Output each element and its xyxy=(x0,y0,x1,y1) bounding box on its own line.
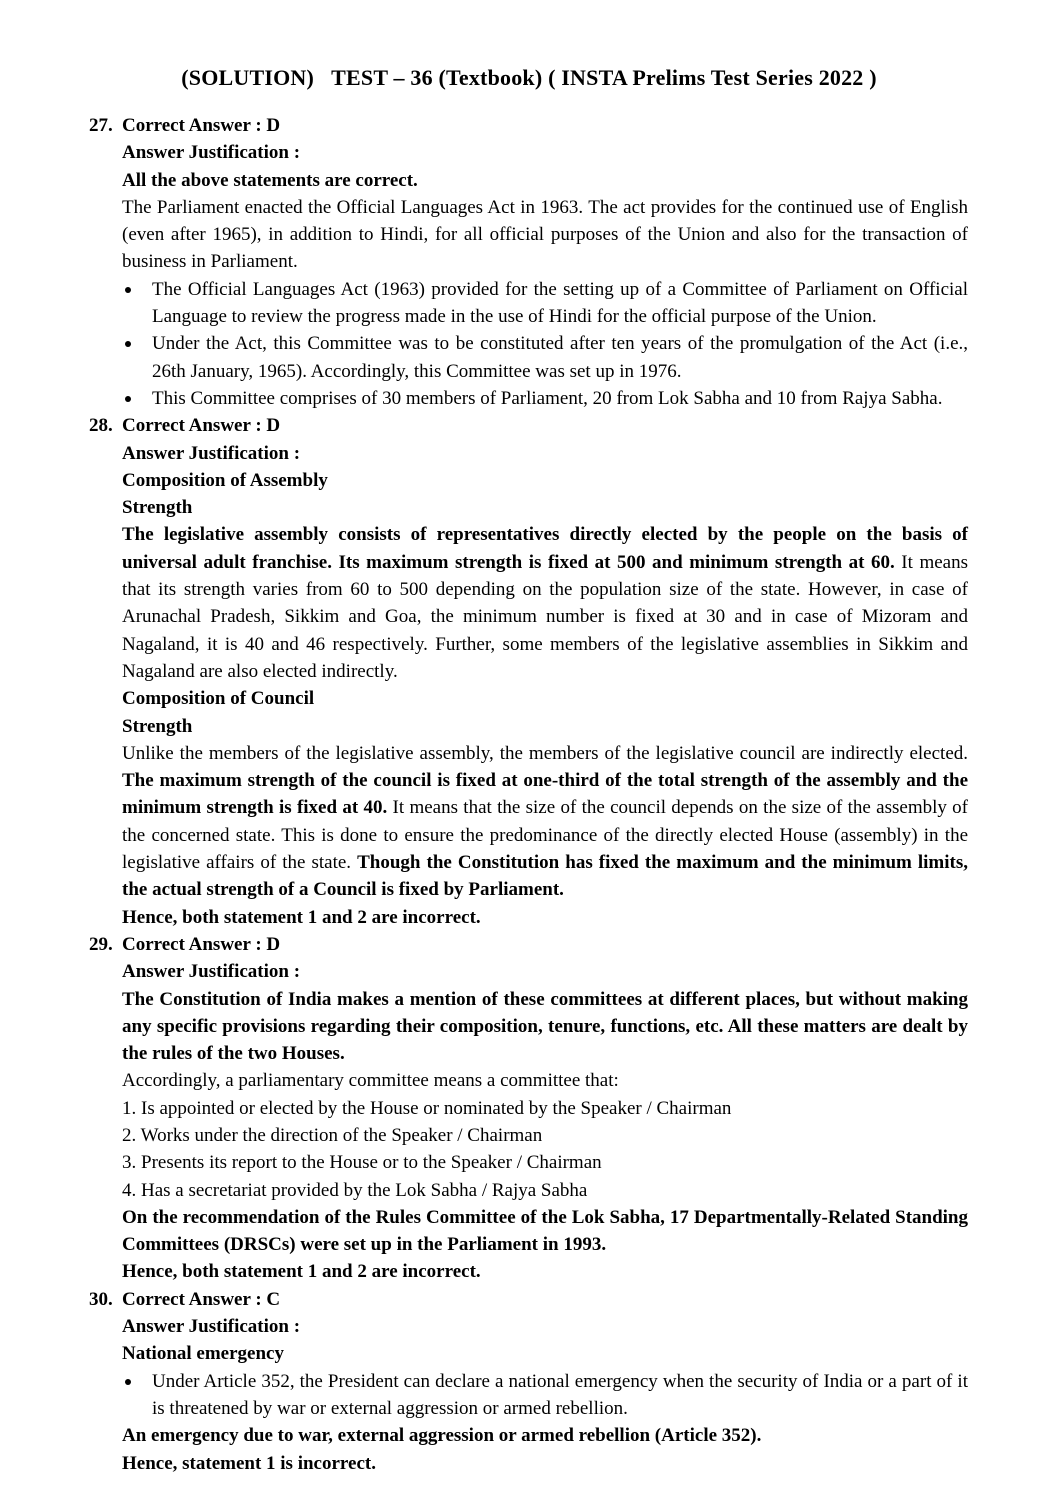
bullet-dot-icon xyxy=(125,1379,131,1385)
text-run: Correct Answer : C xyxy=(122,1288,281,1310)
bullet-item xyxy=(122,385,968,412)
text-run: 2. Works under the direction of the Speaker / Chairman xyxy=(122,1124,543,1146)
text-run: Hence, statement 1 is incorrect. xyxy=(122,1452,376,1474)
page-title: (SOLUTION) TEST – 36 (Textbook) ( INSTA Prelims Test Series 2022 ) xyxy=(181,65,877,90)
bullet-dot-icon xyxy=(125,396,131,402)
questions-list xyxy=(89,112,969,1477)
text-run: Answer Justification : xyxy=(122,1316,301,1338)
text-line xyxy=(122,494,968,521)
question xyxy=(89,412,969,931)
text-line xyxy=(122,904,968,931)
text-line xyxy=(122,1313,968,1340)
text-run: Hence, both statement 1 and 2 are incorrect. xyxy=(122,906,481,928)
text-run: Strength xyxy=(122,715,193,737)
text-line xyxy=(122,412,968,439)
text-line xyxy=(122,1067,968,1094)
text-run: The maximum strength of the council is fixed at one-third of the total strength of the assembly and the minimum strength is fixed at 40. xyxy=(122,770,968,819)
text-run: Unlike the members of the legislative assembly, the members of the legislative council are indirectly elected. xyxy=(122,742,968,764)
text-run: Accordingly, a parliamentary committee means a committee that: xyxy=(122,1070,619,1092)
text-line xyxy=(122,685,968,712)
text-run: The Official Languages Act (1963) provided for the setting up of a Committee of Parliament on Official Language to review the progress made in the use of Hindi for the official purpose of the Union. xyxy=(152,278,968,328)
text-line xyxy=(122,1450,968,1477)
question xyxy=(89,1286,968,1477)
text-run: Answer Justification : xyxy=(122,442,301,464)
text-run: Answer Justification : xyxy=(122,142,301,164)
text-run: The legislative assembly consists of representatives directly elected by the people on the basis of universal adult franchise. Its maximum strength is fixed at 500 and minimum strength at 60. xyxy=(122,524,968,573)
text-line xyxy=(122,958,968,985)
text-run: It means that its strength varies from 60 to 500 depending on the population size of the state. However, in case of Arunachal Pradesh, Sikkim and Goa, the minimum number is fixed at 30 and in case of Mizoram and Nagaland, it is 40 and 46 respectively. Further, some members of the legislative assemblies in Sikkim and Nagaland are also elected indirectly. xyxy=(122,551,968,682)
text-run: Correct Answer : D xyxy=(122,933,281,955)
bullet-item xyxy=(122,1368,968,1423)
text-run: Answer Justification : xyxy=(122,961,301,983)
text-run: On the recommendation of the Rules Committee of the Lok Sabha, 17 Departmentally-Related Standing Committees (DRSCs) were set up in the Parliament in 1993. xyxy=(122,1206,968,1256)
text-run: Though the Constitution has fixed the maximum and the minimum limits, the actual strength of a Council is fixed by Parliament. xyxy=(122,852,969,901)
text-run: Strength xyxy=(122,497,193,519)
paragraph xyxy=(122,1204,968,1259)
question-number: 28. xyxy=(89,415,113,437)
bullet-dot-icon xyxy=(125,287,131,293)
question-number: 27. xyxy=(89,115,113,136)
text-line xyxy=(122,167,968,194)
text-run: Composition of Council xyxy=(122,688,315,710)
paragraph xyxy=(122,986,968,1068)
text-line xyxy=(122,1286,968,1313)
text-line xyxy=(122,1340,968,1367)
text-run: This Committee comprises of 30 members of Parliament, 20 from Lok Sabha and 10 from Rajya Sabha. xyxy=(152,387,943,409)
paragraph xyxy=(122,194,968,276)
text-line xyxy=(122,467,968,494)
question xyxy=(89,112,968,412)
bullet-dot-icon xyxy=(125,341,131,347)
text-run: It means that the size of the council depends on the size of the assembly of the concerned state. This is done to ensure the predominance of the directly elected House (assembly) in the legislative affairs of the state. xyxy=(122,797,968,874)
text-line xyxy=(122,1422,968,1449)
question-number: 29. xyxy=(89,933,113,955)
text-run: Under Article 352, the President can declare a national emergency when the security of India or a part of it is threatened by war or external aggression or armed rebellion. xyxy=(152,1370,968,1419)
text-run: National emergency xyxy=(122,1343,284,1365)
text-line xyxy=(122,139,968,166)
text-run: 1. Is appointed or elected by the House or nominated by the Speaker / Chairman xyxy=(122,1097,732,1119)
text-run: 3. Presents its report to the House or to the Speaker / Chairman xyxy=(122,1152,602,1174)
text-line xyxy=(122,1149,968,1176)
text-line xyxy=(122,1258,968,1285)
text-line xyxy=(122,440,968,467)
text-line xyxy=(122,112,968,139)
question xyxy=(89,931,968,1286)
paragraph xyxy=(122,521,968,685)
text-run: Correct Answer : D xyxy=(122,115,281,136)
question-number: 30. xyxy=(89,1288,113,1310)
text-line xyxy=(122,1177,968,1204)
text-line xyxy=(122,1122,968,1149)
text-run: All the above statements are correct. xyxy=(122,169,418,191)
text-run: 4. Has a secretariat provided by the Lok Sabha / Rajya Sabha xyxy=(122,1179,588,1201)
text-run: Under the Act, this Committee was to be constituted after ten years of the promulgation of the Act (i.e., 26th January, 1965). Accordingly, this Committee was set up in 1976. xyxy=(152,333,968,382)
text-line xyxy=(122,1095,968,1122)
text-line xyxy=(122,713,968,740)
text-run: The Parliament enacted the Official Languages Act in 1963. The act provides for the continued use of English (even after 1965), in addition to Hindi, for all official purposes of the Union and also for the transaction of business in Parliament. xyxy=(122,196,968,273)
text-run: Correct Answer : D xyxy=(122,415,281,437)
text-run: The Constitution of India makes a mention of these committees at different places, but without making any specific provisions regarding their composition, tenure, functions, etc. All these matters are dealt by the rules of the two Houses. xyxy=(122,988,968,1065)
text-line xyxy=(122,931,968,958)
bullet-item xyxy=(122,276,968,331)
paragraph xyxy=(122,740,968,904)
text-run: Hence, both statement 1 and 2 are incorrect. xyxy=(122,1261,481,1283)
text-run: Composition of Assembly xyxy=(122,469,328,491)
text-run: An emergency due to war, external aggression or armed rebellion (Article 352). xyxy=(122,1425,762,1447)
bullet-item xyxy=(122,330,968,385)
